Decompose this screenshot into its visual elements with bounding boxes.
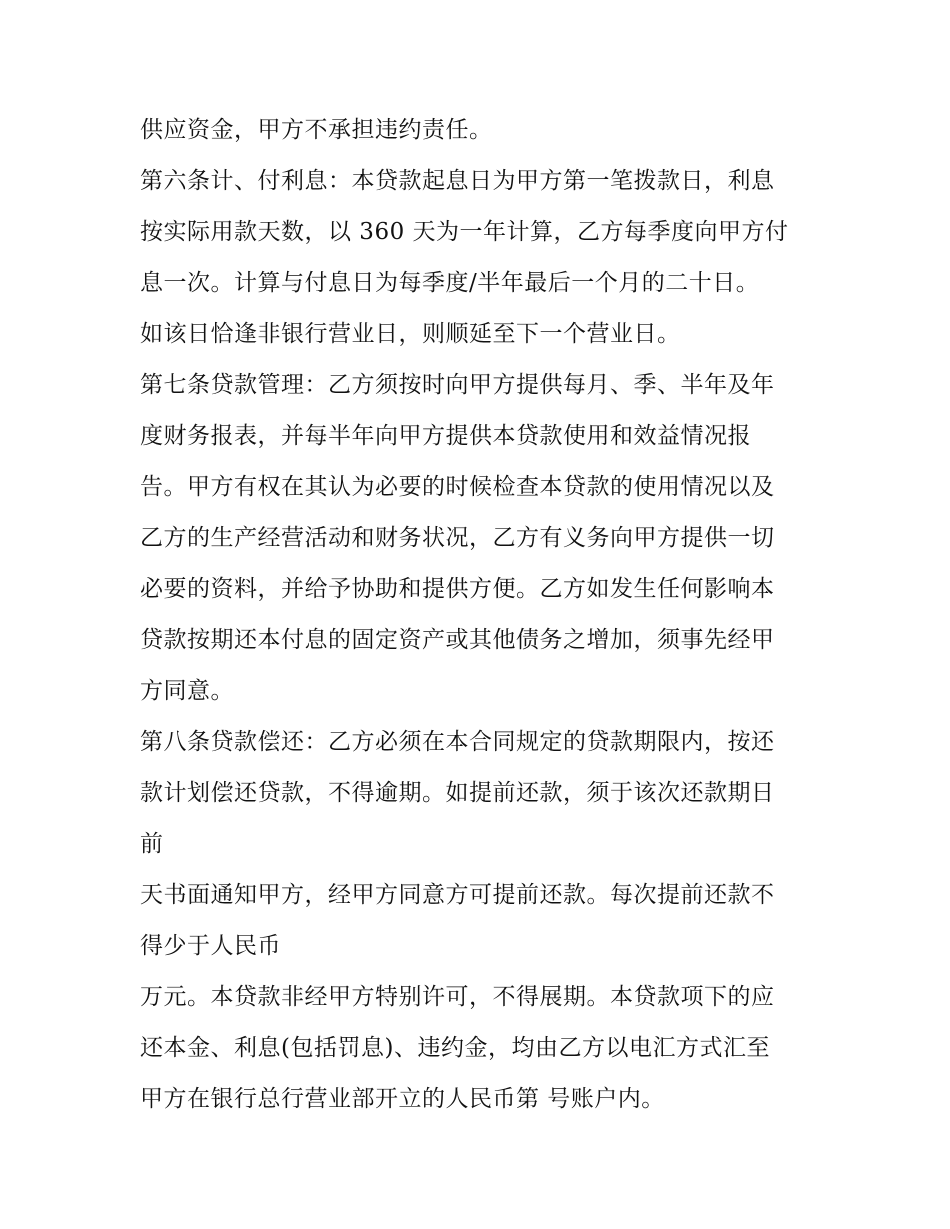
text-line: 前 — [140, 831, 164, 857]
text-line: 万元。本贷款非经甲方特别许可，不得展期。本贷款项下的应 — [140, 984, 775, 1010]
text-line: 方同意。 — [140, 678, 234, 704]
text-line: 息一次。计算与付息日为每季度/半年最后一个月的二十日。 — [140, 270, 760, 296]
text-line: 按实际用款天数，以 360 天为一年计算，乙方每季度向甲方付 — [140, 219, 789, 245]
text-line: 第六条计、付利息：本贷款起息日为甲方第一笔拨款日，利息 — [140, 168, 775, 194]
text-line: 乙方的生产经营活动和财务状况，乙方有义务向甲方提供一切 — [140, 525, 775, 551]
text-line: 第八条贷款偿还：乙方必须在本合同规定的贷款期限内，按还 — [140, 729, 775, 755]
text-line: 还本金、利息(包括罚息)、违约金，均由乙方以电汇方式汇至 — [140, 1035, 770, 1061]
text-line: 如该日恰逢非银行营业日，则顺延至下一个营业日。 — [140, 321, 681, 347]
text-line: 供应资金，甲方不承担违约责任。 — [140, 117, 493, 143]
text-line: 度财务报表，并每半年向甲方提供本贷款使用和效益情况报 — [140, 423, 751, 449]
text-line: 天书面通知甲方，经甲方同意方可提前还款。每次提前还款不 — [140, 882, 775, 908]
text-line: 得少于人民币 — [140, 933, 281, 959]
text-line: 告。甲方有权在其认为必要的时候检查本贷款的使用情况以及 — [140, 474, 775, 500]
text-line: 贷款按期还本付息的固定资产或其他债务之增加，须事先经甲 — [140, 627, 775, 653]
text-line: 甲方在银行总行营业部开立的人民币第 号账户内。 — [140, 1086, 665, 1112]
document-body — [140, 105, 820, 1125]
text-line: 款计划偿还贷款，不得逾期。如提前还款，须于该次还款期日 — [140, 780, 775, 806]
text-line: 第七条贷款管理：乙方须按时向甲方提供每月、季、半年及年 — [140, 372, 775, 398]
text-line: 必要的资料，并给予协助和提供方便。乙方如发生任何影响本 — [140, 576, 775, 602]
